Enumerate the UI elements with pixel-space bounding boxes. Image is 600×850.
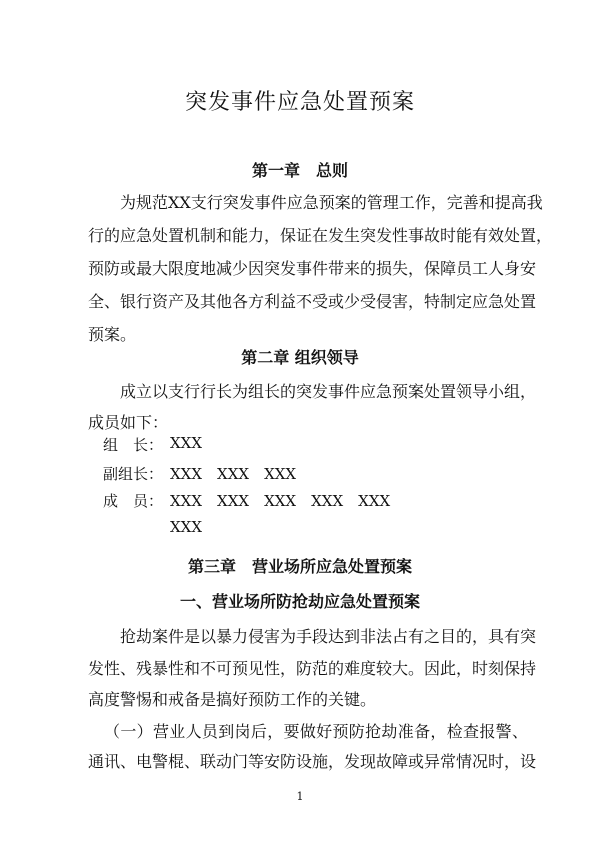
chapter-1-line: 预案。 <box>88 325 137 344</box>
chapter-3-line: （一）营业人员到岗后，要做好预防抢劫准备，检查报警、 <box>104 722 528 741</box>
deputy-names: XXX XXX XXX <box>170 465 297 483</box>
chapter-3-line: 抢劫案件是以暴力侵害为手段达到非法占有之目的，具有突 <box>120 627 537 646</box>
members-label: 成 员： <box>103 492 164 510</box>
section-1-heading: 一、营业场所防抢劫应急处置预案 <box>179 592 420 611</box>
chapter-2-heading: 第二章 组织领导 <box>241 348 359 367</box>
chapter-2-line: 成立以支行行长为组长的突发事件应急预案处置领导小组， <box>120 382 537 401</box>
chapter-3-line: 通讯、电警棍、联动门等安防设施，发现故障或异常情况时，设 <box>88 752 537 771</box>
document-title: 突发事件应急处置预案 <box>184 90 415 115</box>
page-number: 1 <box>296 790 304 803</box>
deputy-label: 副组长： <box>103 465 164 483</box>
leader-names: XXX <box>170 434 203 452</box>
chapter-1-heading: 第一章 总则 <box>251 161 348 180</box>
chapter-1-line: 全、银行资产及其他各方利益不受或少受侵害，特制定应急处置 <box>88 292 537 311</box>
chapter-3-line: 高度警惕和戒备是搞好预防工作的关键。 <box>88 690 377 709</box>
members-names: XXX XXX XXX XXX XXX <box>170 492 391 510</box>
chapter-3-line: 发性、残暴性和不可预见性，防范的难度较大。因此，时刻保持 <box>88 659 537 678</box>
chapter-3-heading: 第三章 营业场所应急处置预案 <box>187 557 412 576</box>
chapter-1-line: 预防或最大限度地减少因突发事件带来的损失，保障员工人身安 <box>88 259 537 278</box>
members-names-continued: XXX <box>170 518 203 536</box>
leader-label: 组 长： <box>103 436 164 454</box>
chapter-1-line: 行的应急处置机制和能力，保证在发生突发性事故时能有效处置， <box>88 226 553 245</box>
chapter-1-line: 为规范XX支行突发事件应急预案的管理工作，完善和提高我 <box>120 193 543 212</box>
chapter-2-line: 成员如下： <box>88 413 169 432</box>
